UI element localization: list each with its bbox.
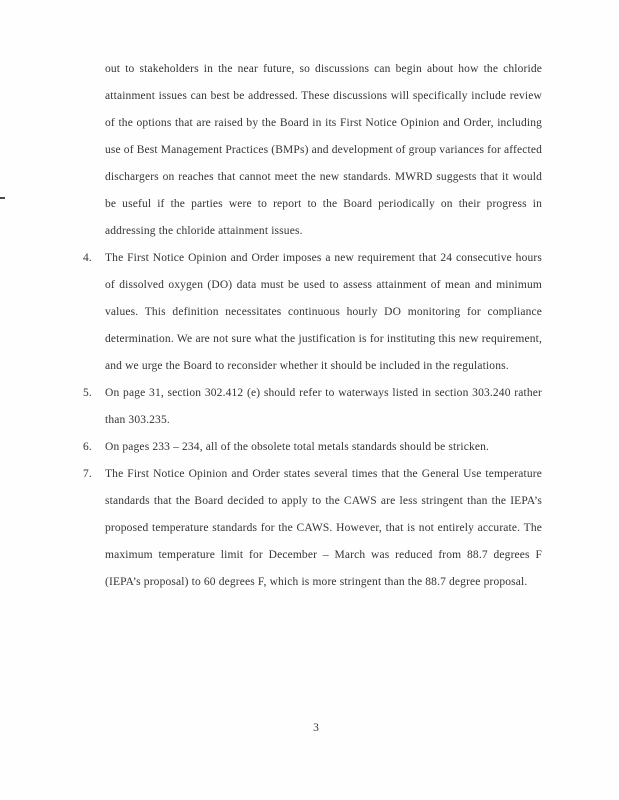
item-text: The First Notice Opinion and Order imposes a new requirement that 24 consecutive hours of dissolved oxygen (DO) data must be used to assess attainment of mean and minimum values. This definition necessitates continuous hourly DO monitoring for compliance determination. We are not sure what the justification is for instituting this new requirement, and we urge the Board to reconsider whether it should be included in the regulations. <box>105 252 542 372</box>
item-number: 4. <box>83 252 92 264</box>
page-number: 3 <box>313 722 319 734</box>
item-text: On pages 233 – 234, all of the obsolete total metals standards should be stricken. <box>105 441 490 453</box>
item-number: 7. <box>83 468 92 480</box>
numbered-item-7 <box>83 461 542 596</box>
item-text: On page 31, section 302.412 (e) should refer to waterways listed in section 303.240 rather than 303.235. <box>105 387 542 426</box>
paragraph-continuation: out to stakeholders in the near future, so discussions can begin about how the chloride attainment issues can best be addressed. These discussions will specifically include review of the options that are raised by the Board in its First Notice Opinion and Order, including use of Best Management Practices (BMPs) and development of group variances for affected dischargers on reaches that cannot meet the new standards. MWRD suggests that it would be useful if the parties were to report to the Board periodically on their progress in addressing the chloride attainment issues. <box>105 63 542 237</box>
page-body-text <box>83 56 542 596</box>
numbered-item-6 <box>83 434 542 461</box>
item-text: The First Notice Opinion and Order states several times that the General Use temperature standards that the Board decided to apply to the CAWS are less stringent than the IEPA’s proposed temperature standards for the CAWS. However, that is not entirely accurate. The maximum temperature limit for December – March was reduced from 88.7 degrees F (IEPA’s proposal) to 60 degrees F, which is more stringent than the 88.7 degree proposal. <box>105 468 542 588</box>
item-number: 6. <box>83 441 92 453</box>
scan-artifact-mark <box>0 197 5 199</box>
numbered-item-4 <box>83 245 542 380</box>
item-number: 5. <box>83 387 92 399</box>
numbered-item-5 <box>83 380 542 434</box>
